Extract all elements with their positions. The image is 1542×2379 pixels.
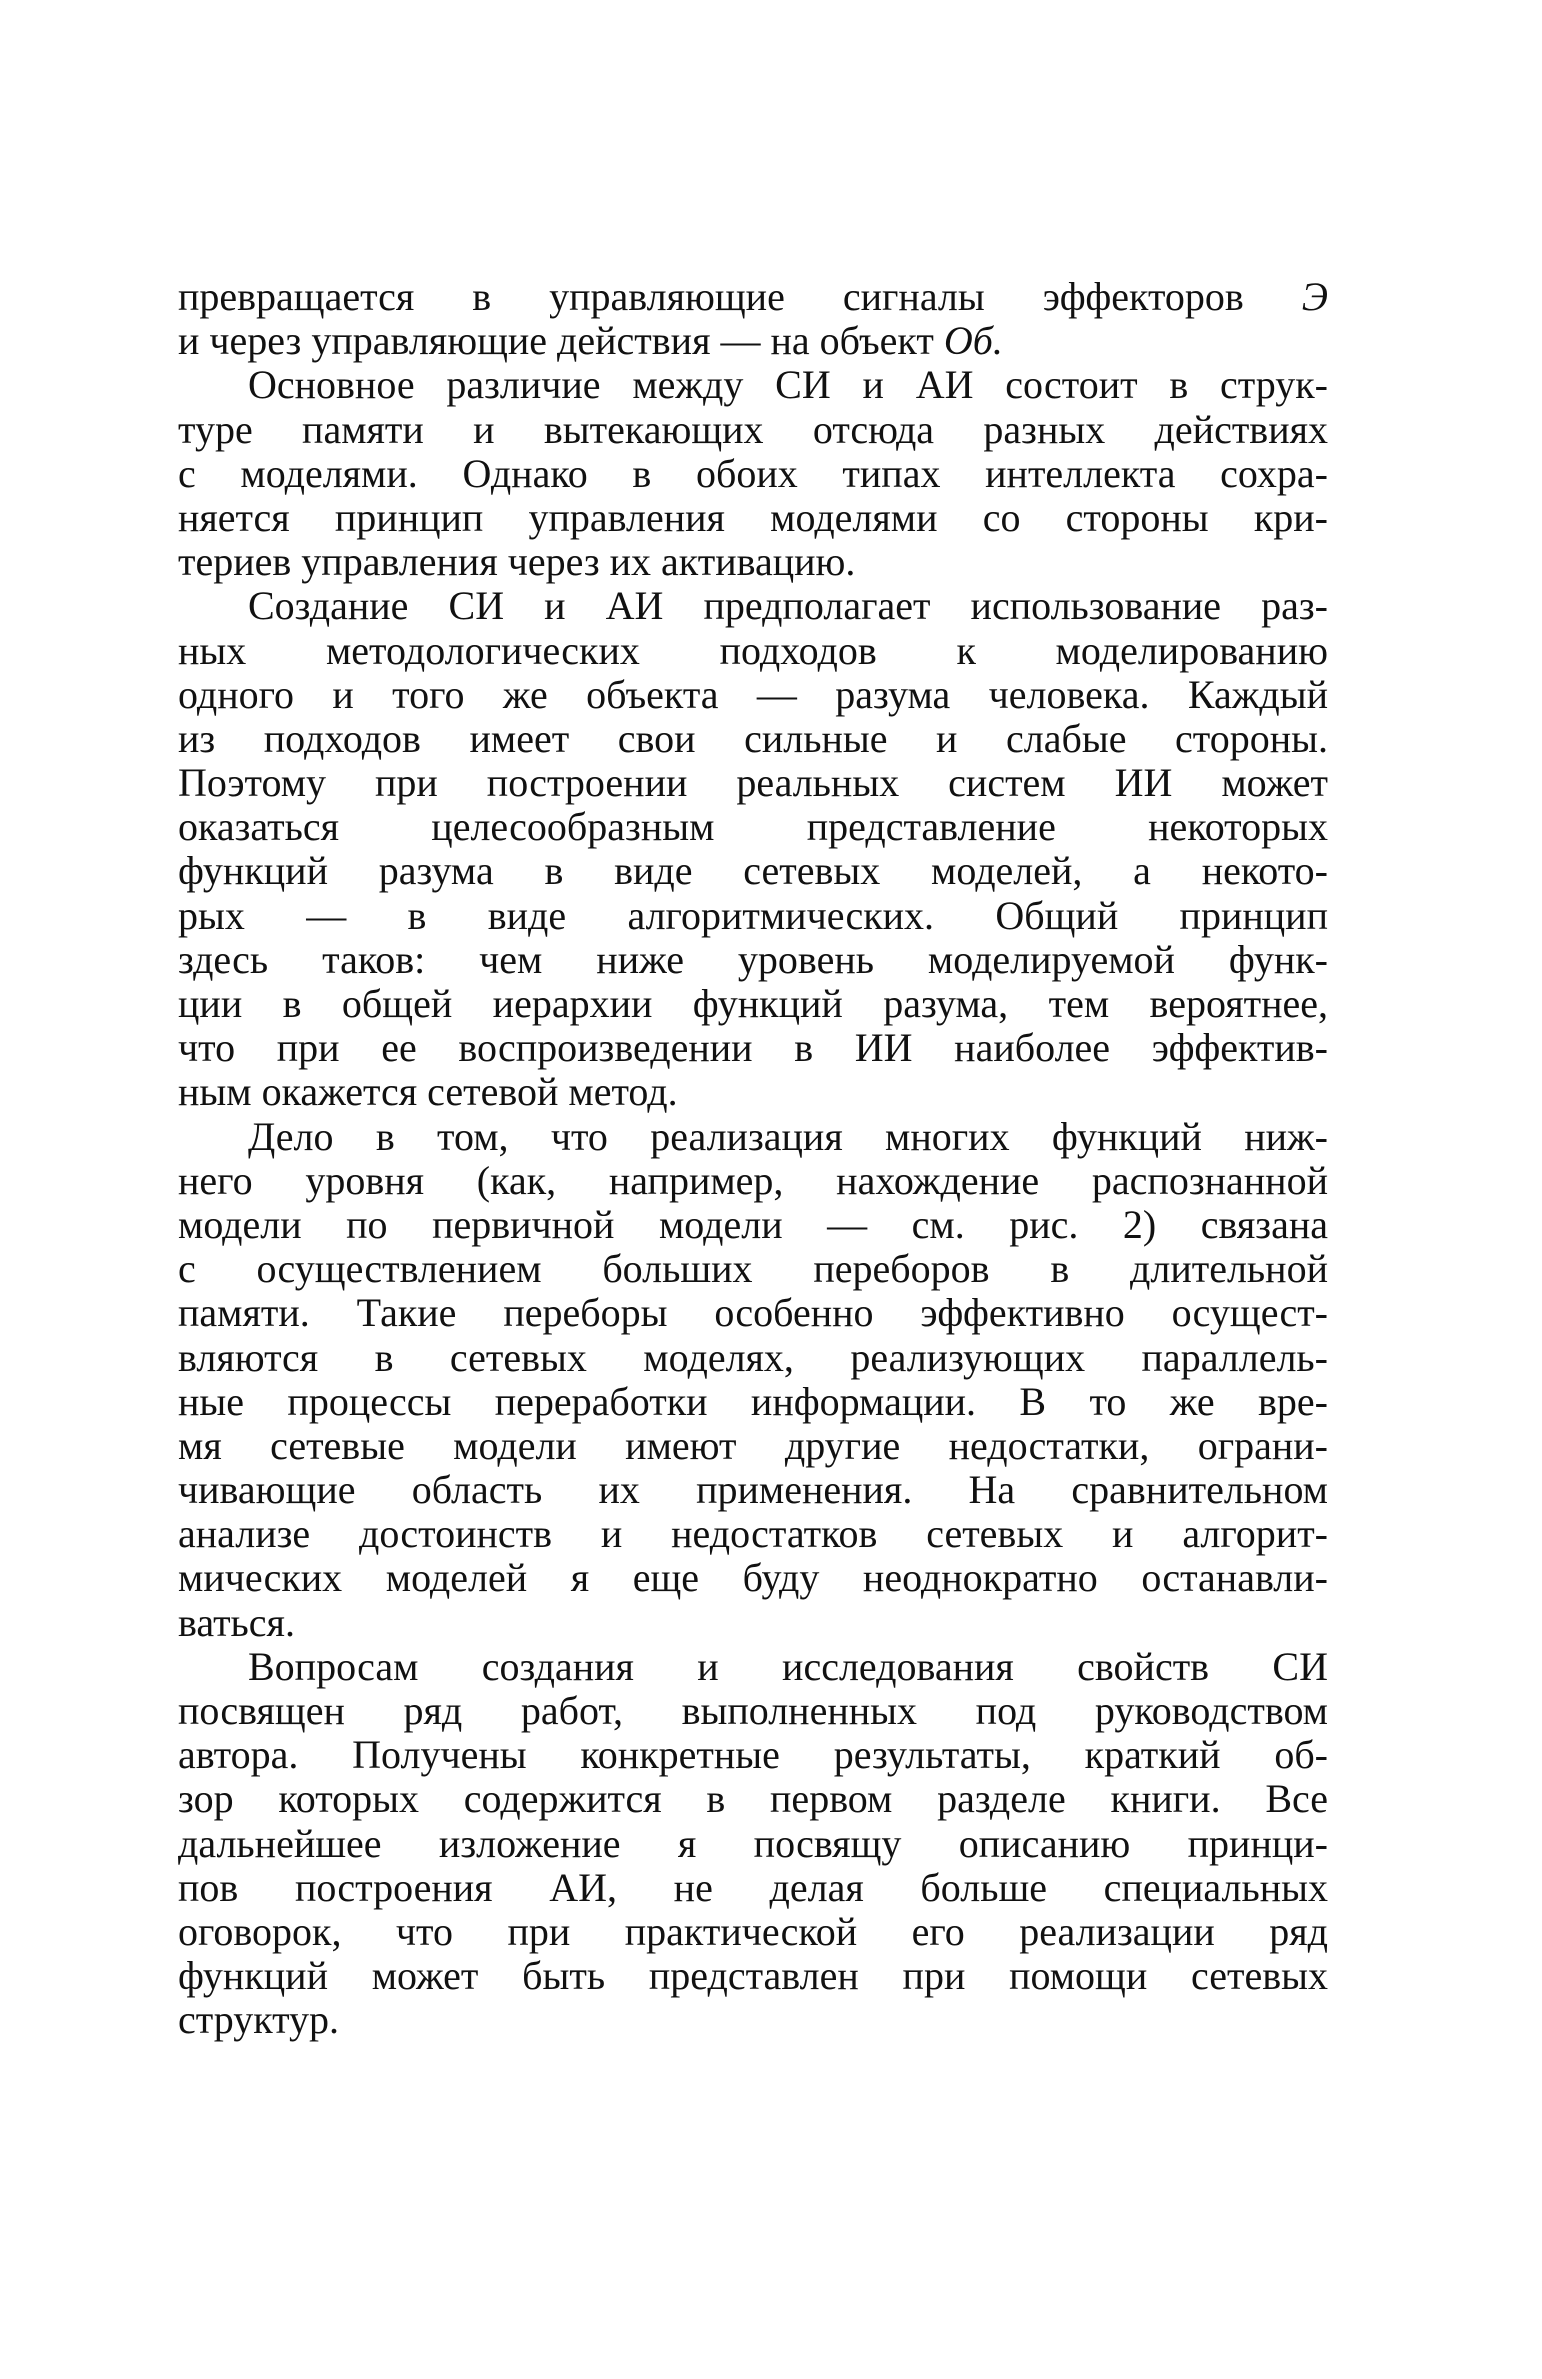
text-line: Дело в том, что реализация многих функций ниж- — [248, 1114, 1328, 1159]
text-line: рых — в виде алгоритмических. Общий принцип — [178, 893, 1328, 938]
text-line: ции в общей иерархии функций разума, тем вероятнее, — [178, 982, 1328, 1026]
text-line: посвящен ряд работ, выполненных под руководством — [178, 1689, 1328, 1733]
text-line: автора. Получены конкретные результаты, краткий об- — [178, 1733, 1328, 1778]
text-line: здесь таков: чем ниже уровень моделируемой функ- — [178, 937, 1328, 982]
text-line: зор которых содержится в первом разделе книги. Все — [178, 1777, 1328, 1822]
text-line: него уровня (как, например, нахождение распознанной — [178, 1158, 1328, 1203]
paragraph — [178, 1115, 1328, 1645]
text-line: что при ее воспроизведении в ИИ наиболее эффектив- — [178, 1026, 1328, 1071]
text-line: с моделями. Однако в обоих типах интеллекта сохра- — [178, 451, 1328, 496]
text-line: Вопросам создания и исследования свойств СИ — [248, 1644, 1328, 1689]
text-line: и через управляющие действия — на объект Об. — [178, 319, 1003, 364]
text-line: ваться. — [178, 1600, 295, 1645]
text-line: Создание СИ и АИ предполагает использование раз- — [248, 584, 1328, 629]
text-line: оказаться целесообразным представление некоторых — [178, 805, 1328, 850]
paragraph — [178, 584, 1328, 1114]
page-text — [178, 275, 1328, 2043]
text-line: одного и того же объекта — разума человека. Каждый — [178, 672, 1328, 717]
text-line: туре памяти и вытекающих отсюда разных действиях — [178, 407, 1328, 452]
text-line: функций разума в виде сетевых моделей, а некото- — [178, 849, 1328, 894]
italic-symbol: Э — [1301, 275, 1328, 319]
text-line: модели по первичной модели — см. рис. 2) связана — [178, 1202, 1328, 1247]
text-line: териев управления через их активацию. — [178, 540, 856, 585]
text-line: Основное различие между СИ и АИ состоит в струк- — [248, 363, 1328, 408]
text-line: ных методологических подходов к моделированию — [178, 628, 1328, 673]
paragraph — [178, 275, 1328, 363]
text-line: Поэтому при построении реальных систем ИИ может — [178, 761, 1328, 806]
text-line: анализе достоинств и недостатков сетевых и алгорит- — [178, 1512, 1328, 1557]
text-line: мических моделей я еще буду неоднократно останавли- — [178, 1556, 1328, 1601]
text-line: дальнейшее изложение я посвящу описанию принци- — [178, 1821, 1328, 1866]
italic-symbol: Об. — [943, 319, 1003, 364]
text-line: ным окажется сетевой метод. — [178, 1070, 678, 1115]
text-line: чивающие область их применения. На сравнительном — [178, 1468, 1328, 1513]
paragraph — [178, 1645, 1328, 2043]
text-line: с осуществлением больших переборов в длительной — [178, 1247, 1328, 1292]
text-line: ные процессы переработки информации. В то же вре- — [178, 1379, 1328, 1424]
text-line: мя сетевые модели имеют другие недостатки, ограни- — [178, 1423, 1328, 1468]
text-line: функций может быть представлен при помощи сетевых — [178, 1954, 1328, 1999]
text-line: превращается в управляющие сигналы эффекторов Э — [178, 275, 1328, 319]
text-line: вляются в сетевых моделях, реализующих параллель- — [178, 1335, 1328, 1380]
text-line: няется принцип управления моделями со стороны кри- — [178, 495, 1328, 540]
text-line: оговорок, что при практической его реализации ряд — [178, 1909, 1328, 1954]
text-line: памяти. Такие переборы особенно эффективно осущест- — [178, 1291, 1328, 1336]
text-line: из подходов имеет свои сильные и слабые стороны. — [178, 716, 1328, 761]
text-line: структур. — [178, 1998, 340, 2043]
text-line: пов построения АИ, не делая больше специальных — [178, 1865, 1328, 1910]
paragraph — [178, 363, 1328, 584]
